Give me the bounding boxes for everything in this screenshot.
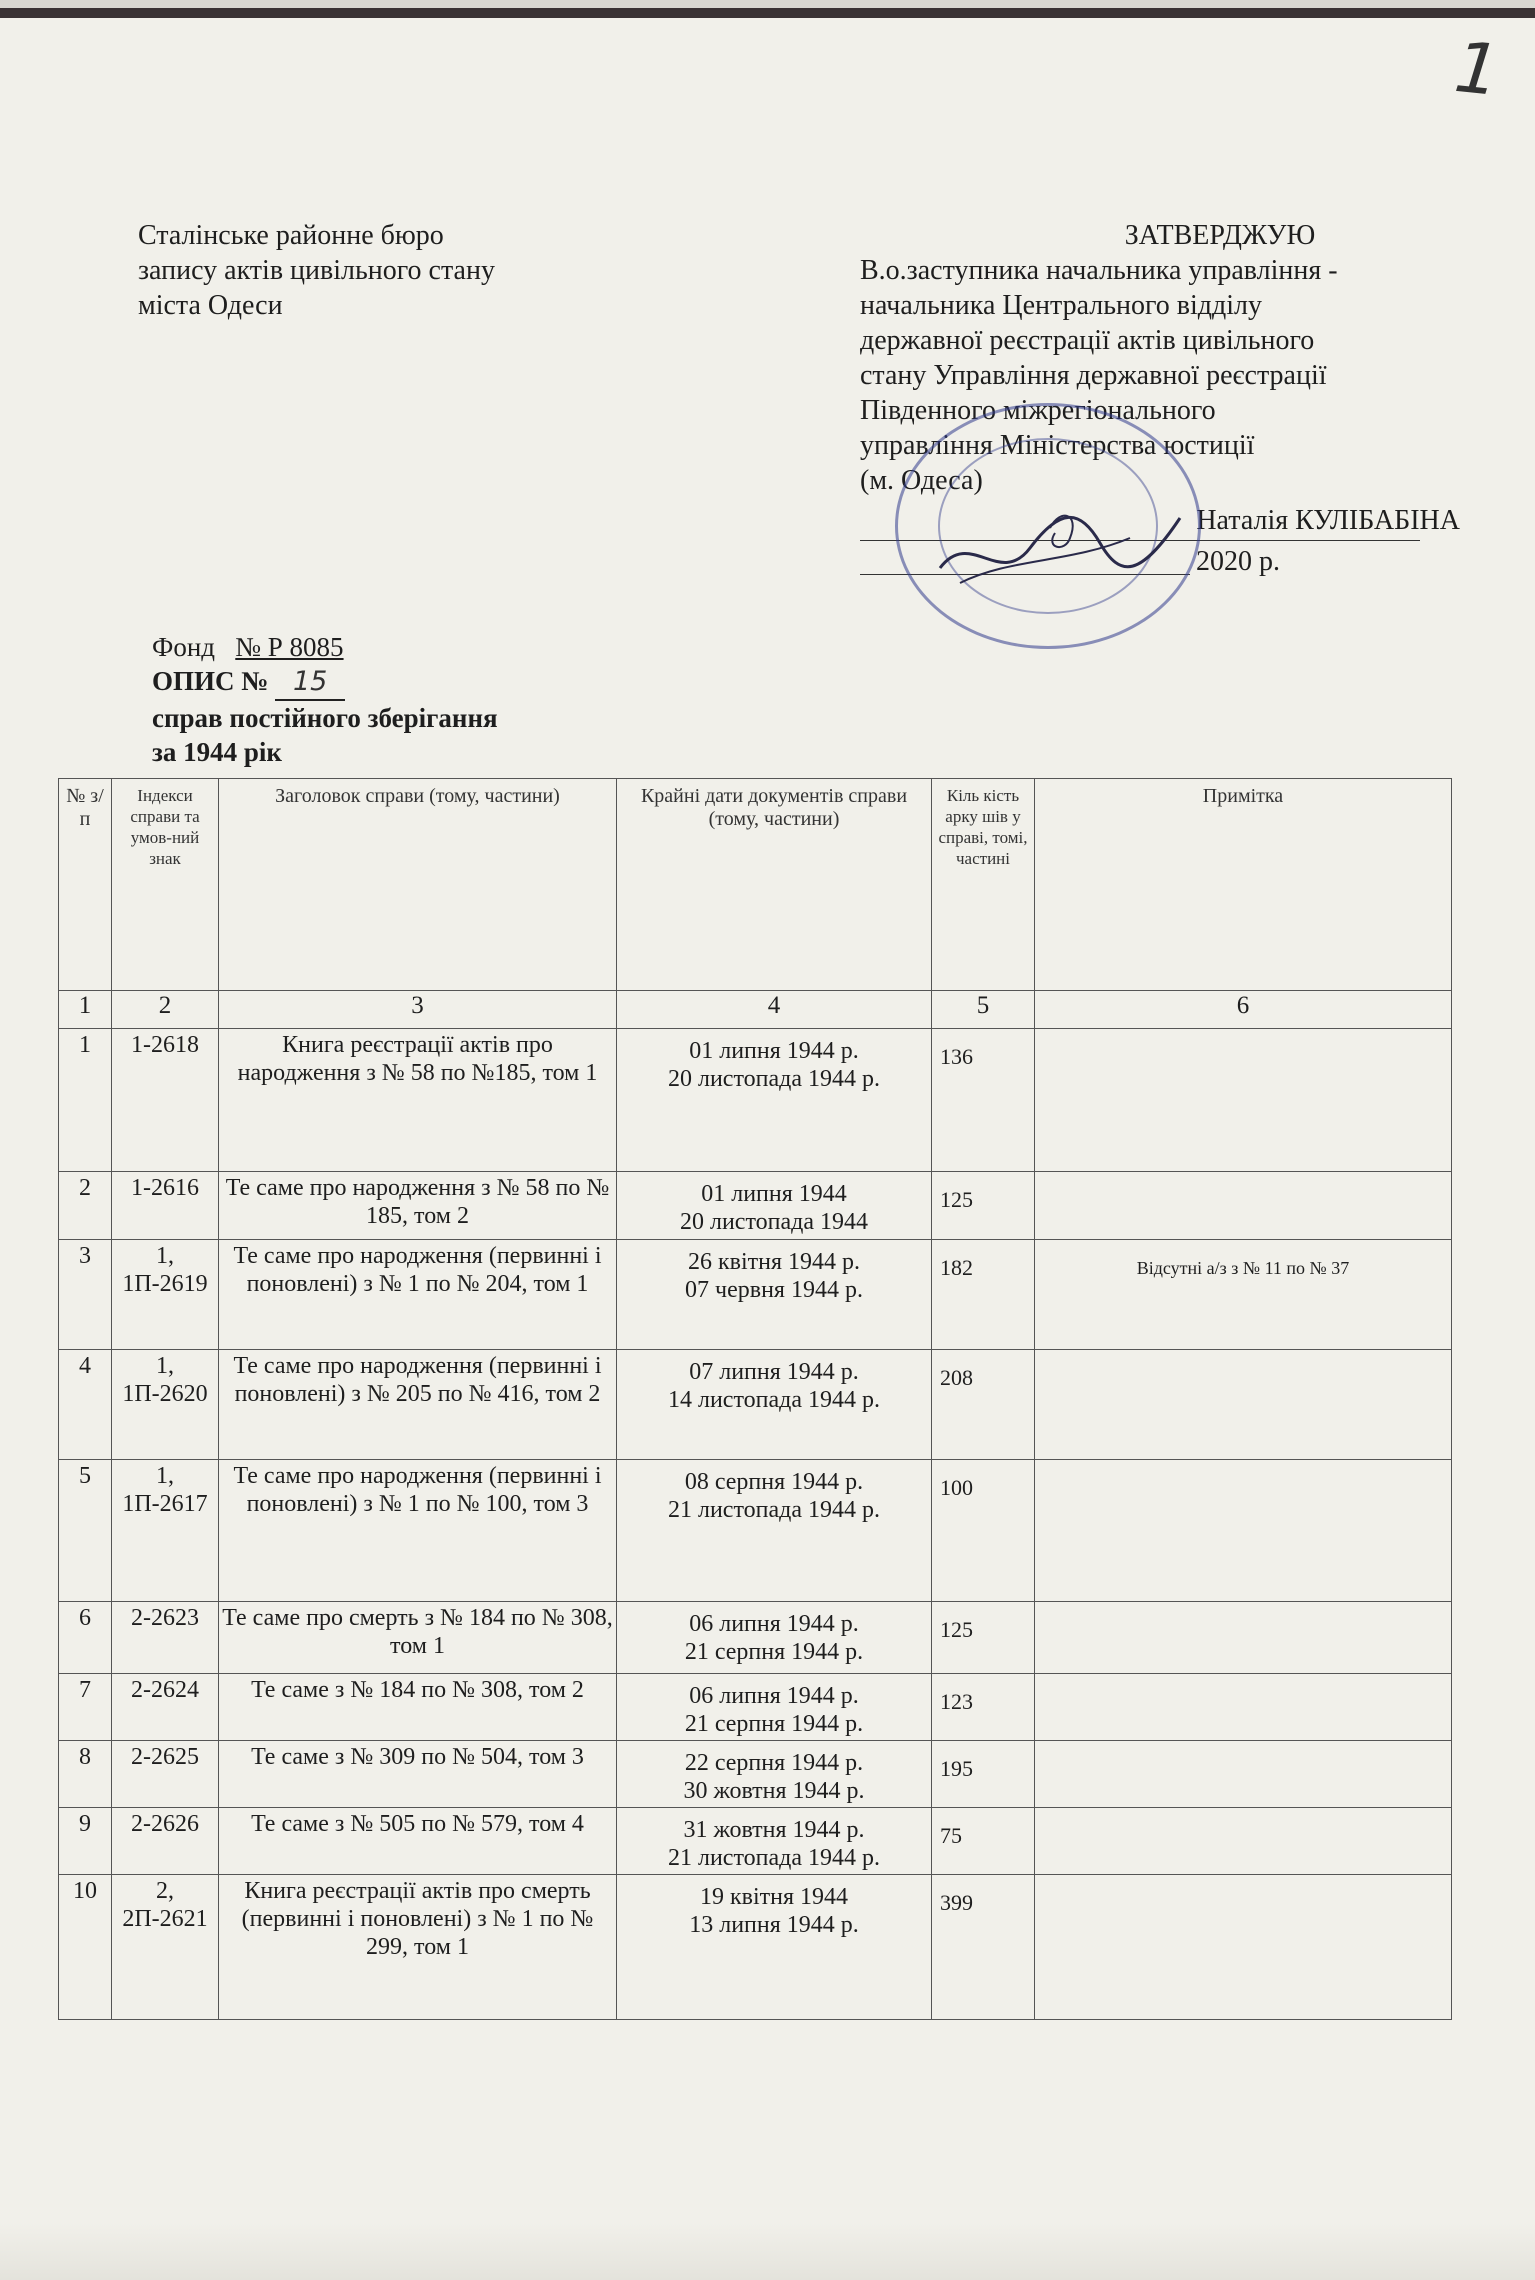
row-title: Те саме з № 184 по № 308, том 2 — [219, 1674, 617, 1741]
row-index: 1, 1П-2620 — [112, 1350, 219, 1460]
table-row — [59, 1029, 1452, 1172]
row-sheet-count: 125 — [932, 1602, 1035, 1674]
row-dates: 06 липня 1944 р. 21 серпня 1944 р. — [617, 1674, 932, 1741]
fond-number: № Р 8085 — [235, 632, 344, 662]
table-row — [59, 1460, 1452, 1602]
table-row — [59, 1602, 1452, 1674]
row-note — [1035, 1350, 1452, 1460]
header-cell: Примітка — [1035, 779, 1452, 991]
row-sheet-count: 182 — [932, 1240, 1035, 1350]
row-index: 1-2618 — [112, 1029, 219, 1172]
opis-number: 15 — [275, 665, 345, 701]
row-note — [1035, 1029, 1452, 1172]
row-dates: 31 жовтня 1944 р. 21 листопада 1944 р. — [617, 1808, 932, 1875]
row-note — [1035, 1602, 1452, 1674]
row-title: Те саме про смерть з № 184 по № 308, том 1 — [219, 1602, 617, 1674]
approval-title: ЗАТВЕРДЖУЮ — [1124, 220, 1316, 251]
row-note — [1035, 1875, 1452, 2020]
row-sheet-count: 75 — [932, 1808, 1035, 1875]
fond-line — [152, 630, 498, 664]
row-number: 3 — [59, 1240, 112, 1350]
row-note — [1035, 1741, 1452, 1808]
table-row — [59, 1875, 1452, 2020]
row-title: Те саме з № 309 по № 504, том 3 — [219, 1741, 617, 1808]
column-number: 2 — [112, 991, 219, 1029]
column-number: 6 — [1035, 991, 1452, 1029]
row-dates: 06 липня 1944 р. 21 серпня 1944 р. — [617, 1602, 932, 1674]
row-number: 2 — [59, 1172, 112, 1240]
row-number: 4 — [59, 1350, 112, 1460]
row-sheet-count: 136 — [932, 1029, 1035, 1172]
row-index: 2-2625 — [112, 1741, 219, 1808]
row-sheet-count: 125 — [932, 1172, 1035, 1240]
org-line-1: Сталінське районне бюро — [138, 220, 444, 251]
row-sheet-count: 123 — [932, 1674, 1035, 1741]
approval-line: начальника Центрального відділу — [860, 290, 1263, 321]
row-dates: 22 серпня 1944 р. 30 жовтня 1944 р. — [617, 1741, 932, 1808]
row-index: 2, 2П-2621 — [112, 1875, 219, 2020]
row-title: Те саме про народження (первинні і поновлені) з № 1 по № 100, том 3 — [219, 1460, 617, 1602]
inventory-table — [58, 778, 1452, 2020]
column-number: 1 — [59, 991, 112, 1029]
row-index: 2-2623 — [112, 1602, 219, 1674]
row-dates: 19 квітня 1944 13 липня 1944 р. — [617, 1875, 932, 2020]
fond-subtitle: справ постійного зберігання — [152, 703, 498, 733]
table-row — [59, 1172, 1452, 1240]
row-title: Те саме з № 505 по № 579, том 4 — [219, 1808, 617, 1875]
opis-line — [152, 664, 498, 701]
header-cell: № з/п — [59, 779, 112, 991]
table-header-row — [59, 779, 1452, 991]
header-cell: Індекси справи та умов-ний знак — [112, 779, 219, 991]
column-number: 3 — [219, 991, 617, 1029]
header-cell: Заголовок справи (тому, частини) — [219, 779, 617, 991]
approval-line: управління Міністерства юстиції — [860, 430, 1255, 461]
row-number: 5 — [59, 1460, 112, 1602]
header-cell: Кіль кість арку шів у справі, томі, частині — [932, 779, 1035, 991]
row-title: Те саме про народження (первинні і поновлені) з № 1 по № 204, том 1 — [219, 1240, 617, 1350]
table-row — [59, 1741, 1452, 1808]
row-index: 2-2626 — [112, 1808, 219, 1875]
approval-line: (м. Одеса) — [860, 465, 983, 496]
row-dates: 26 квітня 1944 р. 07 червня 1944 р. — [617, 1240, 932, 1350]
table-row — [59, 1350, 1452, 1460]
row-number: 9 — [59, 1808, 112, 1875]
row-number: 1 — [59, 1029, 112, 1172]
column-number: 4 — [617, 991, 932, 1029]
approval-line: Південного міжрегіонального — [860, 395, 1216, 426]
scan-edge — [0, 8, 1535, 18]
row-note — [1035, 1808, 1452, 1875]
page-bottom-edge — [0, 2223, 1535, 2280]
row-index: 1, 1П-2617 — [112, 1460, 219, 1602]
approval-line: стану Управління державної реєстрації — [860, 360, 1327, 391]
row-sheet-count: 399 — [932, 1875, 1035, 2020]
row-note — [1035, 1674, 1452, 1741]
row-number: 8 — [59, 1741, 112, 1808]
row-dates: 07 липня 1944 р. 14 листопада 1944 р. — [617, 1350, 932, 1460]
row-dates: 01 липня 1944 р. 20 листопада 1944 р. — [617, 1029, 932, 1172]
table-row — [59, 1674, 1452, 1741]
fond-block — [152, 630, 498, 769]
column-number: 5 — [932, 991, 1035, 1029]
row-index: 1, 1П-2619 — [112, 1240, 219, 1350]
row-dates: 01 липня 1944 20 листопада 1944 — [617, 1172, 932, 1240]
row-title: Книга реєстрації актів про смерть (первинні і поновлені) з № 1 по № 299, том 1 — [219, 1875, 617, 2020]
table-row — [59, 1808, 1452, 1875]
row-number: 10 — [59, 1875, 112, 2020]
row-title: Книга реєстрації актів про народження з № 58 по №185, том 1 — [219, 1029, 617, 1172]
row-title: Те саме про народження з № 58 по № 185, том 2 — [219, 1172, 617, 1240]
fond-label: Фонд — [152, 632, 216, 662]
row-sheet-count: 195 — [932, 1741, 1035, 1808]
row-sheet-count: 208 — [932, 1350, 1035, 1460]
page-number: 1 — [1450, 25, 1504, 113]
organization-header — [138, 218, 495, 323]
document-page — [0, 8, 1535, 2280]
row-dates: 08 серпня 1944 р. 21 листопада 1944 р. — [617, 1460, 932, 1602]
row-title: Те саме про народження (первинні і поновлені) з № 205 по № 416, том 2 — [219, 1350, 617, 1460]
approval-year: 2020 р. — [1196, 546, 1280, 577]
column-number-row — [59, 991, 1452, 1029]
org-line-2: запису актів цивільного стану — [138, 255, 495, 286]
row-number: 7 — [59, 1674, 112, 1741]
handwritten-signature — [930, 488, 1190, 598]
table-row — [59, 1240, 1452, 1350]
approval-line: державної реєстрації актів цивільного — [860, 325, 1315, 356]
row-sheet-count: 100 — [932, 1460, 1035, 1602]
row-index: 2-2624 — [112, 1674, 219, 1741]
row-number: 6 — [59, 1602, 112, 1674]
row-index: 1-2616 — [112, 1172, 219, 1240]
row-note — [1035, 1460, 1452, 1602]
fond-year: за 1944 рік — [152, 737, 282, 767]
row-note: Відсутні а/з з № 11 по № 37 — [1035, 1240, 1452, 1350]
header-cell: Крайні дати документів справи (тому, частини) — [617, 779, 932, 991]
org-line-3: міста Одеси — [138, 290, 283, 321]
row-note — [1035, 1172, 1452, 1240]
opis-label: ОПИС № — [152, 666, 269, 696]
approval-line: В.о.заступника начальника управління - — [860, 255, 1338, 286]
signer-name: Наталія КУЛІБАБІНА — [1196, 505, 1460, 536]
